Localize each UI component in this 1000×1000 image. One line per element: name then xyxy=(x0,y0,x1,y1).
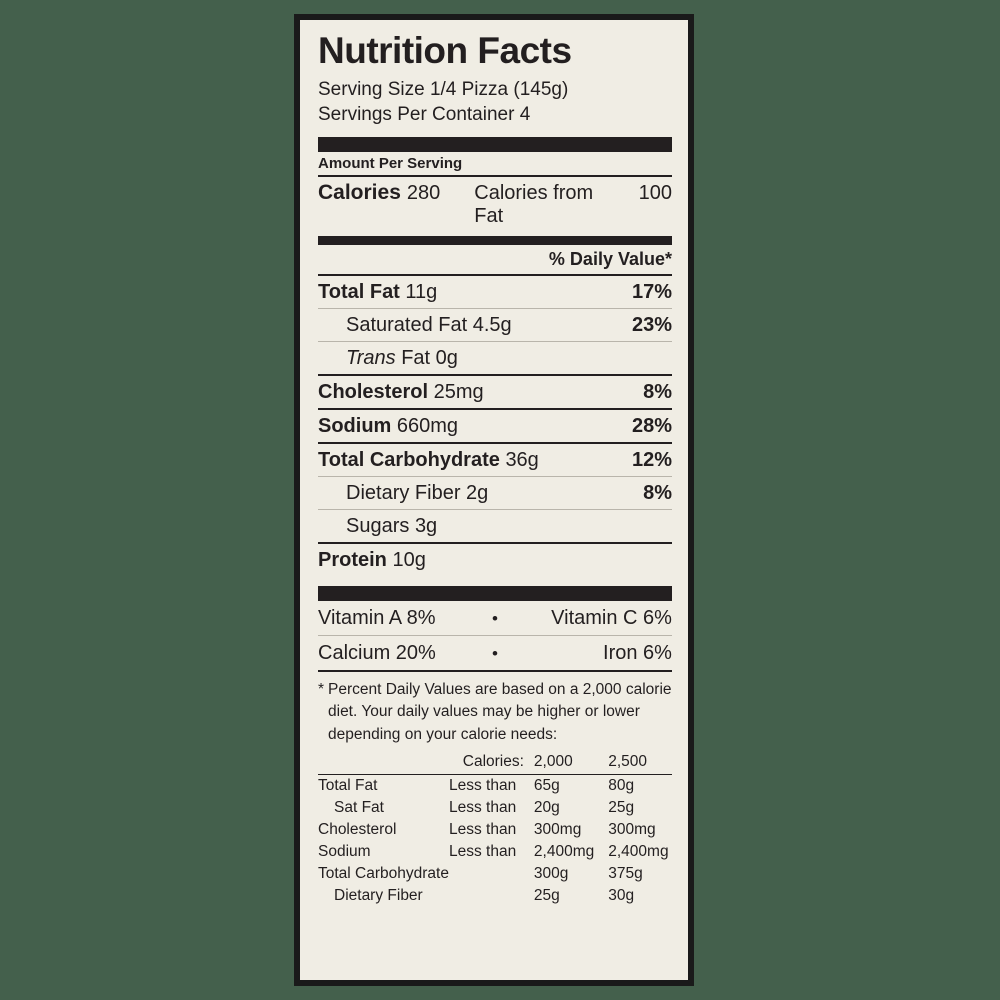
nutrient-amount: 36g xyxy=(505,449,539,471)
iron-value: Iron 6% xyxy=(603,642,672,664)
row-value-2000: 25g xyxy=(533,887,560,905)
bullet-icon: • xyxy=(492,609,498,628)
nutrient-row-protein xyxy=(318,544,672,576)
nutrient-text xyxy=(346,482,488,505)
row-label: Total Carbohydrate xyxy=(318,865,449,883)
nutrient-row-sodium xyxy=(318,410,672,442)
nutrient-amount: 11g xyxy=(405,281,438,303)
nutrition-facts-content xyxy=(318,32,672,907)
nutrient-amount: 2g xyxy=(466,482,489,504)
divider-thick-top xyxy=(318,137,672,152)
calories-row xyxy=(318,177,672,232)
row-label: Dietary Fiber xyxy=(334,887,423,905)
amount-per-serving-label: Amount Per Serving xyxy=(318,155,463,172)
nutrient-text xyxy=(318,415,458,438)
vitamin-a-value: Vitamin A 8% xyxy=(318,607,436,629)
table-row xyxy=(318,797,672,819)
servings-per-container: Servings Per Container 4 xyxy=(318,103,531,125)
nutrient-text xyxy=(346,515,437,538)
calcium-value: Calcium 20% xyxy=(318,642,436,664)
calories-from-fat-label: Calories from Fat xyxy=(474,182,594,227)
table-row xyxy=(318,885,672,907)
row-label: Cholesterol xyxy=(318,821,397,839)
nutrient-text xyxy=(318,549,426,572)
calories-from-fat-value: 100 xyxy=(638,182,672,204)
row-value-2000: 2,400mg xyxy=(533,843,595,861)
vitamin-row-2 xyxy=(318,636,672,670)
divider-med-1 xyxy=(318,236,672,245)
nutrient-percent: 17% xyxy=(631,281,672,303)
serving-size: Serving Size 1/4 Pizza (145g) xyxy=(318,78,569,100)
nutrient-percent: 8% xyxy=(643,482,672,504)
nutrient-row-cholesterol xyxy=(318,376,672,408)
nutrient-amount: 25mg xyxy=(433,381,484,403)
nutrient-row-trans-fat xyxy=(318,342,672,374)
row-qualifier: Less than xyxy=(448,799,517,817)
nutrient-text xyxy=(318,381,484,404)
row-label: Sat Fat xyxy=(334,799,384,817)
row-value-2500: 2,400mg xyxy=(608,843,669,861)
page-title: Nutrition Facts xyxy=(318,30,572,71)
divider-thick-bottom xyxy=(318,586,672,601)
nutrient-name: Saturated Fat xyxy=(346,314,468,336)
vitamin-row-1 xyxy=(318,601,672,635)
nutrient-name: Sugars xyxy=(346,515,410,537)
nutrient-name: Total Carbohydrate xyxy=(318,449,500,471)
nutrient-amount: 660mg xyxy=(396,415,459,437)
row-label: Sodium xyxy=(318,843,371,861)
nutrient-row-saturated-fat xyxy=(318,309,672,341)
calories-label: Calories xyxy=(318,181,401,204)
nutrient-row-total-fat xyxy=(318,276,672,308)
daily-value-header: % Daily Value* xyxy=(548,249,672,269)
nutrient-amount: 4.5g xyxy=(472,314,512,336)
nutrient-percent: 8% xyxy=(643,381,672,403)
footnote xyxy=(318,672,672,746)
nutrient-text xyxy=(346,347,458,370)
nutrition-facts-panel xyxy=(294,14,694,986)
row-value-2000: 300mg xyxy=(533,821,582,839)
nutrient-name: Dietary Fiber xyxy=(346,482,461,504)
row-value-2500: 375g xyxy=(608,865,643,883)
table-row xyxy=(318,819,672,841)
nutrient-percent: 12% xyxy=(631,449,672,471)
table-row xyxy=(318,863,672,885)
nutrient-row-sugars xyxy=(318,510,672,542)
row-qualifier: Less than xyxy=(449,775,534,798)
bullet-icon: • xyxy=(492,644,498,663)
nutrient-percent: 23% xyxy=(631,314,672,336)
nutrient-name: Sodium xyxy=(318,415,392,437)
nutrient-text xyxy=(346,314,512,337)
vitamin-c-value: Vitamin C 6% xyxy=(551,607,672,629)
row-value-2500: 30g xyxy=(608,887,635,905)
table-header-row xyxy=(318,751,672,775)
header-2500: 2,500 xyxy=(608,753,648,771)
row-label: Total Fat xyxy=(318,775,449,798)
row-qualifier xyxy=(449,885,534,907)
row-value-2500: 25g xyxy=(608,799,635,817)
footnote-text: Percent Daily Values are based on a 2,000 calorie diet. Your daily values may be higher or lower depending on your calorie needs: xyxy=(328,681,672,743)
nutrient-row-dietary-fiber xyxy=(318,477,672,509)
nutrient-amount: Fat 0g xyxy=(401,347,458,369)
nutrient-amount: 10g xyxy=(392,549,426,571)
calories-value: 280 xyxy=(406,182,441,204)
nutrient-name: Cholesterol xyxy=(318,381,429,403)
nutrient-amount: 3g xyxy=(414,515,438,537)
daily-values-table xyxy=(318,751,672,907)
nutrient-name: Trans xyxy=(346,347,396,369)
header-2000: 2,000 xyxy=(533,753,573,771)
nutrient-row-total-carbohydrate xyxy=(318,444,672,476)
nutrient-text xyxy=(318,449,539,472)
nutrient-percent: 28% xyxy=(631,415,672,437)
footnote-star: * xyxy=(318,681,325,698)
row-value-2000: 20g xyxy=(533,799,560,817)
row-qualifier: Less than xyxy=(448,821,517,839)
nutrient-name: Total Fat xyxy=(318,281,400,303)
header-blank xyxy=(318,751,449,775)
row-value-2000: 65g xyxy=(534,775,608,798)
table-row xyxy=(318,775,672,798)
row-value-2500: 80g xyxy=(608,775,672,798)
row-value-2500: 300mg xyxy=(608,821,656,839)
row-qualifier xyxy=(449,863,534,885)
header-calories: Calories: xyxy=(462,753,524,771)
nutrient-name: Protein xyxy=(318,549,387,571)
row-value-2000: 300g xyxy=(533,865,569,883)
table-row xyxy=(318,841,672,863)
nutrient-text xyxy=(318,281,437,304)
row-qualifier: Less than xyxy=(448,843,517,861)
